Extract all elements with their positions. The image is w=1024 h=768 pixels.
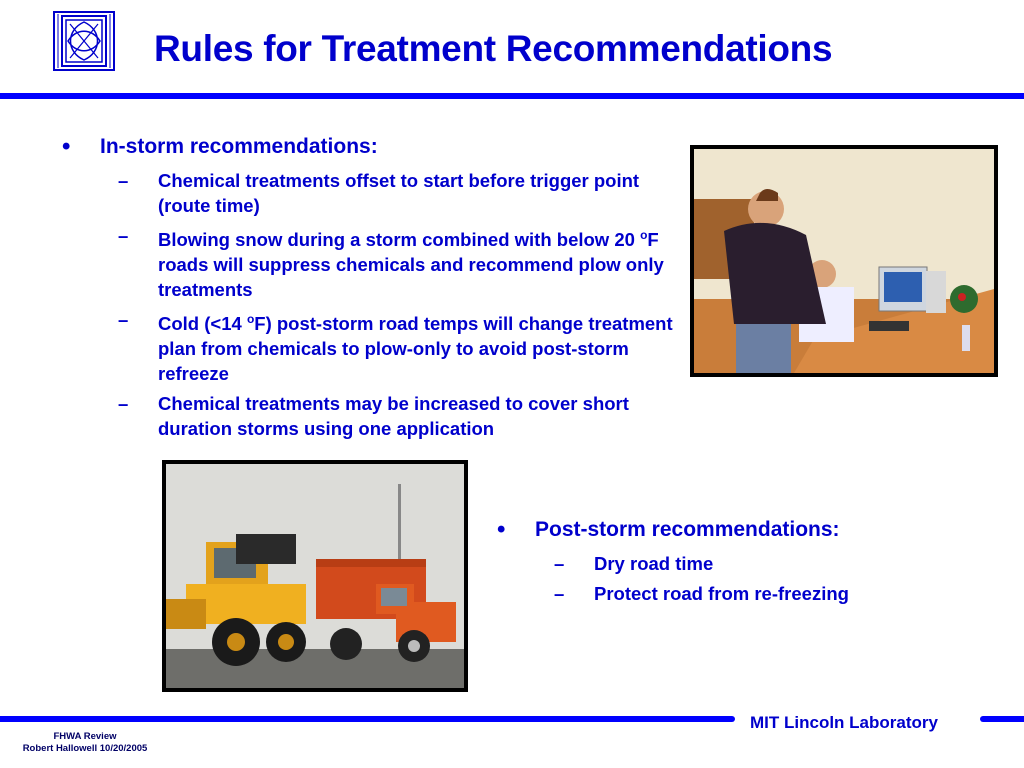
list-item [554, 551, 994, 576]
dash-icon: – [118, 170, 129, 191]
post-storm-list [554, 551, 994, 611]
dash-icon: – [554, 583, 565, 604]
degree-mark: o [246, 312, 255, 327]
plow-truck-image [166, 464, 464, 688]
footer-line-2: Robert Hallowell 10/20/2005 [22, 743, 148, 754]
list-item-text: Chemical treatments offset to start before trigger point (route time) [158, 170, 640, 216]
dash-icon: – [554, 553, 565, 574]
list-item [118, 391, 678, 441]
list-item-text: Chemical treatments may be increased to cover short duration storms using one application [158, 393, 629, 440]
list-item [118, 223, 678, 302]
footer-meta [10, 731, 160, 755]
plow-truck-photo [162, 460, 468, 692]
list-item-text-cont: F roads will suppress chemicals and recommend plow only treatments [158, 229, 664, 301]
list-item-text: Cold (<14 [158, 313, 247, 335]
mit-ll-logo [52, 10, 116, 72]
dash-icon: – [118, 393, 129, 415]
logo-emblem-icon [52, 10, 116, 72]
slide-title: Rules for Treatment Recommendations [154, 28, 833, 69]
in-storm-list [118, 168, 678, 446]
list-item-text: Dry road time [594, 553, 714, 574]
post-storm-heading [497, 516, 840, 543]
post-storm-heading-text: Post-storm recommendations: [535, 518, 840, 541]
office-photo [690, 145, 998, 377]
dash-icon: – [118, 225, 129, 246]
degree-mark: o [640, 228, 648, 242]
footer-divider-left [0, 716, 735, 722]
list-item-text: Protect road from re-freezing [594, 583, 849, 604]
list-item-text-cont: F) post-storm road temps will change treatment plan from chemicals to plow-only to avoid post-storm refreeze [158, 313, 673, 385]
title-divider [0, 93, 1024, 99]
footer-divider-right [980, 716, 1024, 722]
bullet-icon: • [497, 516, 506, 543]
list-item-text: Blowing snow during a storm combined with below 20 [158, 229, 641, 251]
list-item [118, 307, 678, 386]
footer-line-1: FHWA Review [53, 731, 117, 742]
list-item [554, 581, 994, 606]
office-scene-image [694, 149, 994, 373]
list-item [118, 168, 678, 218]
dash-icon: – [118, 309, 129, 331]
footer-lab-name: MIT Lincoln Laboratory [750, 713, 938, 732]
in-storm-heading [62, 133, 378, 160]
bullet-icon: • [62, 133, 71, 160]
in-storm-heading-text: In-storm recommendations: [100, 135, 378, 158]
